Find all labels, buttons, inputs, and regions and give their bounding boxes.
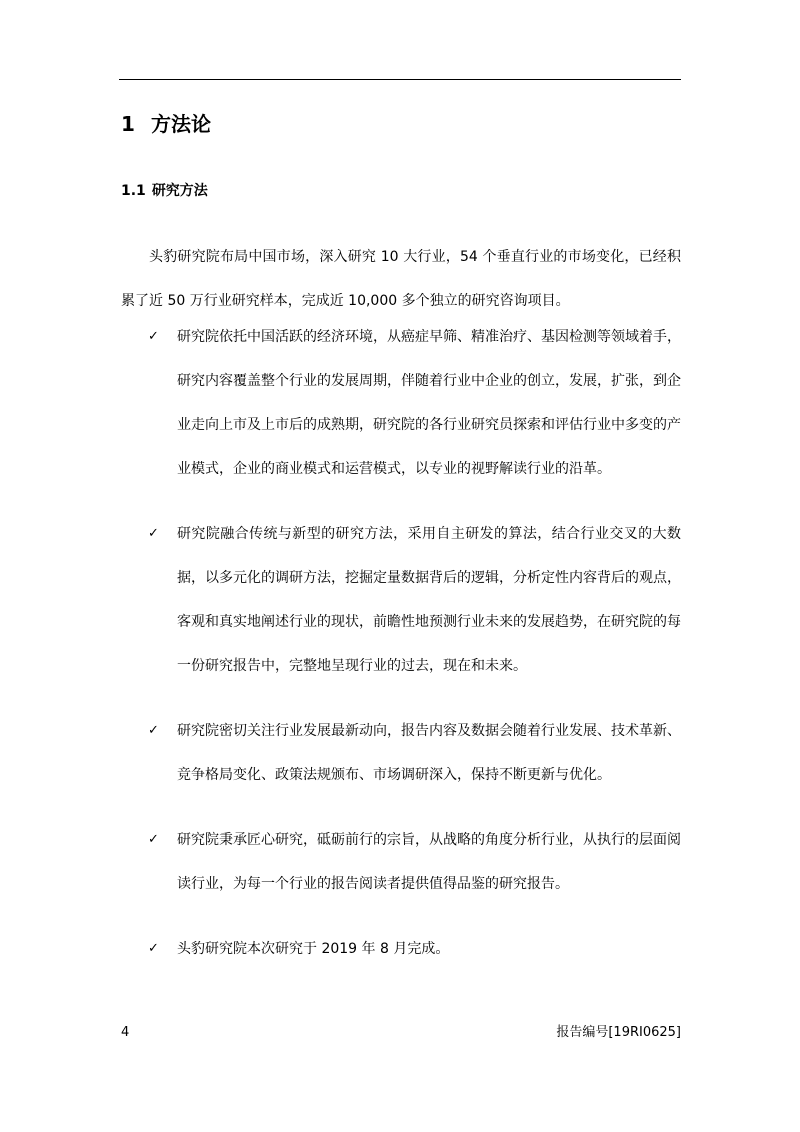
intro-paragraph: 头豹研究院布局中国市场，深入研究 10 大行业，54 个垂直行业的市场变化，已经积累了近 50 万行业研究样本，完成近 10,000 多个独立的研究咨询项目。 [121, 249, 681, 309]
subsection-number: 1.1 [121, 183, 146, 199]
list-item [148, 512, 681, 688]
method-list [148, 315, 681, 992]
list-item [148, 315, 681, 491]
list-item-text: 头豹研究院本次研究于 2019 年 8 月完成。 [177, 941, 450, 957]
subsection-heading [121, 181, 208, 201]
check-icon: ✓ [148, 723, 159, 738]
list-item-text: 研究院依托中国活跃的经济环境，从癌症早筛、精准治疗、基因检测等领域着手，研究内容覆盖整个行业的发展周期，伴随着行业中企业的创立，发展，扩张，到企业走向上市及上市后的成熟期，研究院的各行业研究员探索和评估行业中多变的产业模式，企业的商业模式和运营模式，以专业的视野解读行业的沿革。 [177, 329, 681, 477]
section-number: 1 [121, 112, 135, 136]
list-item-text: 研究院密切关注行业发展最新动向，报告内容及数据会随着行业发展、技术革新、竞争格局变化、政策法规颁布、市场调研深入，保持不断更新与优化。 [177, 723, 681, 783]
list-item-text: 研究院秉承匠心研究，砥砺前行的宗旨，从战略的角度分析行业，从执行的层面阅读行业，为每一个行业的报告阅读者提供值得品鉴的研究报告。 [177, 832, 681, 892]
page-number: 4 [121, 1025, 130, 1040]
check-icon: ✓ [148, 329, 159, 344]
list-item-text: 研究院融合传统与新型的研究方法，采用自主研发的算法，结合行业交叉的大数据，以多元化的调研方法，挖掘定量数据背后的逻辑，分析定性内容背后的观点，客观和真实地阐述行业的现状，前瞻性地预测行业未来的发展趋势，在研究院的每一份研究报告中，完整地呈现行业的过去，现在和未来。 [177, 526, 681, 674]
section-heading [121, 110, 211, 138]
header-rule [119, 79, 681, 80]
report-number: 报告编号[19RI0625] [556, 1025, 681, 1040]
check-icon: ✓ [148, 832, 159, 847]
check-icon: ✓ [148, 526, 159, 541]
list-item [148, 818, 681, 906]
list-item [148, 709, 681, 797]
section-title: 方法论 [151, 112, 211, 136]
list-item [148, 927, 681, 971]
subsection-title: 研究方法 [151, 183, 208, 199]
check-icon: ✓ [148, 941, 159, 956]
